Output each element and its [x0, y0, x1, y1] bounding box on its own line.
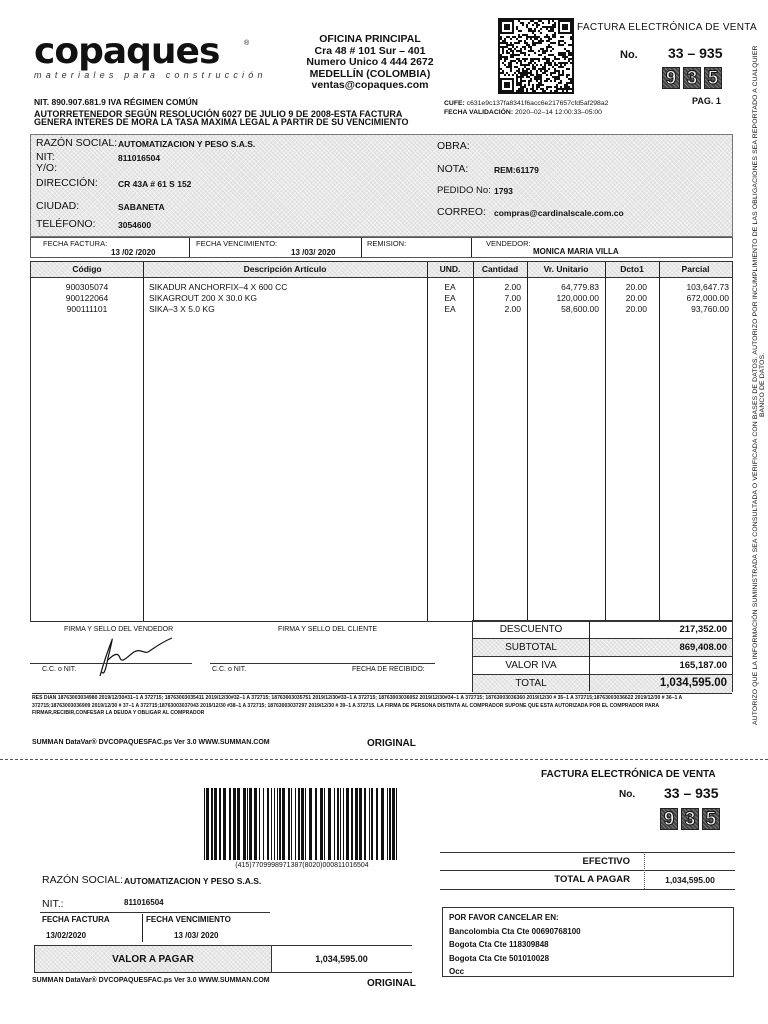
client-right — [437, 140, 727, 236]
ciudad-label: CIUDAD: — [36, 200, 80, 212]
obra-label: OBRA: — [437, 140, 470, 152]
efectivo-label: EFECTIVO — [582, 856, 630, 867]
totals-value: 869,408.00 — [679, 642, 727, 653]
stub-nit-value: 811016504 — [124, 898, 164, 907]
totals-value: 165,187.00 — [679, 660, 727, 671]
table-row — [31, 304, 732, 315]
footer-software: SUMMAN DataVar® DVCOPAQUESFAC.ps Ver 3.0 WWW.SUMMAN.COM — [32, 739, 270, 746]
valor-pagar-box — [34, 945, 412, 973]
barcode-text: (415)7709998971387(8020)000811016504 — [235, 862, 369, 869]
nota-label: NOTA: — [437, 163, 469, 175]
bank-account: Bancolombia Cta Cte 00690768100 — [449, 926, 581, 936]
direccion-value: CR 43A # 61 S 152 — [118, 179, 192, 189]
stub-fecha-venc: 13 /03/ 2020 — [174, 931, 219, 940]
razon-value: AUTOMATIZACION Y PESO S.A.S. — [118, 139, 256, 149]
table-cell: 900305074 — [65, 282, 109, 292]
ciudad-value: SABANETA — [118, 202, 165, 212]
invoice-number-label: No. — [620, 49, 638, 61]
totals-label: VALOR IVA — [505, 660, 557, 671]
bank-account: Bogota Cta Cte 501010028 — [449, 953, 550, 963]
col-descripcion: Descripción Artículo — [243, 264, 327, 274]
stub-digit: 5 — [702, 808, 720, 830]
table-cell: 58,600.00 — [561, 304, 599, 314]
table-cell: EA — [444, 304, 456, 314]
table-cell: 93,760.00 — [691, 304, 729, 314]
table-cell: 103,647.73 — [686, 282, 729, 292]
cc-nit-1: C.C. o NIT. — [42, 666, 77, 673]
fecha-factura-value: 13 /02 /2020 — [111, 248, 156, 257]
registered-mark: ® — [244, 40, 250, 47]
direccion-label: DIRECCIÓN: — [36, 177, 98, 189]
interes-text: GENERA INTERES DE MORA LA TASA MAXIMA LEGAL A PARTIR DE SU VENCIMIENTO — [34, 117, 409, 127]
fecha-recibido-label: FECHA DE RECIBIDO: — [352, 666, 425, 673]
correo-label: CORREO: — [437, 206, 487, 218]
stub-fecha-factura: 13/02/2020 — [46, 931, 87, 940]
totals-row — [473, 621, 732, 639]
col-dcto1: Dcto1 — [620, 264, 644, 274]
autorretenedor-text: AUTORRETENEDOR SEGÚN RESOLUCIÓN 6027 DE JULIO 9 DE 2008-ESTA FACTURA — [34, 109, 403, 119]
company-nit: NIT. 890.907.681.9 IVA RÉGIMEN COMÚN — [34, 97, 198, 107]
items-table — [30, 261, 733, 622]
office-city: MEDELLÍN (COLOMBIA) — [309, 67, 431, 80]
totals-value: 1,034,595.00 — [659, 677, 727, 689]
fecha-venc-label: FECHA VENCIMIENTO: — [196, 239, 278, 248]
razon-label: RAZÓN SOCIAL: — [36, 137, 118, 149]
client-left — [36, 137, 426, 237]
table-cell: 7.00 — [504, 293, 521, 303]
table-cell: 20.00 — [625, 282, 647, 292]
stub-razon-label: RAZÓN SOCIAL: — [42, 874, 124, 886]
valor-pagar-label: VALOR A PAGAR — [112, 954, 194, 965]
bank-account: Occ — [449, 967, 465, 976]
stub-title: FACTURA ELECTRÓNICA DE VENTA — [541, 769, 716, 780]
office-address: Cra 48 # 101 Sur – 401 — [314, 44, 426, 57]
stub-razon-value: AUTOMATIZACION Y PESO S.A.S. — [124, 876, 262, 886]
valor-pagar-value: 1,034,595.00 — [315, 954, 368, 964]
table-cell: 2.00 — [504, 304, 521, 314]
stub-digits — [660, 808, 720, 830]
table-header — [31, 262, 732, 278]
invoice-number: 33 – 935 — [668, 45, 723, 61]
bank-box — [442, 907, 734, 977]
bank-account: Bogota Cta Cte 118309848 — [449, 940, 549, 949]
firma-cliente-label: FIRMA Y SELLO DEL CLIENTE — [278, 626, 378, 633]
validation-label: FECHA VALIDACIÓN: — [444, 109, 514, 116]
office-phone: Numero Unico 4 444 2672 — [306, 56, 434, 68]
signature-area — [30, 622, 472, 690]
stub-fecha-venc-label: FECHA VENCIMIENTO — [146, 915, 231, 924]
totals-row — [473, 639, 732, 657]
telefono-value: 3054600 — [118, 220, 152, 230]
invoice-digit: 9 — [662, 67, 680, 89]
company-logo: copaques — [34, 31, 220, 72]
totals-label: DESCUENTO — [499, 624, 563, 635]
table-cell: EA — [444, 282, 456, 292]
page-number: PAG. 1 — [692, 96, 721, 106]
telefono-label: TELÉFONO: — [36, 218, 96, 230]
totals-label: TOTAL — [515, 678, 547, 689]
table-cell: SIKA–3 X 5.0 KG — [149, 304, 215, 314]
cc-nit-2: C.C. o NIT. — [212, 666, 247, 673]
table-cell: 64,779.83 — [561, 282, 599, 292]
col-codigo: Código — [72, 264, 102, 274]
table-cell: 2.00 — [504, 282, 521, 292]
correo-value: compras@cardinalscale.com.co — [494, 208, 624, 218]
vendor-signature — [90, 632, 180, 682]
stub-footer-software: SUMMAN DataVar® DVCOPAQUESFAC.ps Ver 3.0 WWW.SUMMAN.COM — [32, 977, 270, 984]
fecha-venc-value: 13 /03/ 2020 — [291, 248, 336, 257]
invoice-digits — [662, 67, 722, 89]
side-legal-text: AUTORIZO QUE LA INFORMACIÓN SUMINISTRADA SEA CONSULTADA O VERIFICADA CON BASES DE DATOS. AUTORIZO POR INCUMPLIMIENTO DE LAS OBLIGACIONES SEA REPORTADO A CUALQUIER BANCO DE DATOS. — [752, 45, 766, 725]
table-cell: 20.00 — [625, 293, 647, 303]
totals-label: SUBTOTAL — [505, 642, 557, 653]
barcode — [204, 788, 400, 860]
vendedor-label: VENDEDOR: — [486, 239, 531, 248]
nit-label: NIT: — [36, 151, 55, 163]
stub-fecha-factura-label: FECHA FACTURA — [42, 915, 110, 924]
totals-box — [472, 620, 733, 692]
cufe-value: c631e9c137fa8341f6acc6e217657cfd5af298a2 — [466, 100, 609, 107]
col-parcial: Parcial — [681, 264, 710, 274]
cufe-label: CUFE: — [444, 100, 465, 107]
totals-row — [473, 675, 732, 693]
office-email: ventas@copaques.com — [311, 79, 429, 91]
qr-pattern — [500, 20, 572, 92]
footer-original: ORIGINAL — [367, 738, 416, 749]
col-vr-unitario: Vr. Unitario — [543, 264, 589, 274]
pedido-label: PEDIDO No: — [437, 185, 491, 196]
nota-value: REM:61179 — [494, 165, 539, 175]
cufe-block — [444, 99, 608, 117]
stub-digit: 9 — [660, 808, 678, 830]
col-und: UND. — [439, 264, 461, 274]
table-cell: 120,000.00 — [556, 293, 599, 303]
table-cell: SIKAGROUT 200 X 30.0 KG — [149, 293, 258, 303]
yo-label: Y/O: — [36, 162, 58, 174]
vendedor-value: MONICA MARIA VILLA — [533, 247, 619, 256]
invoice-title: FACTURA ELECTRÓNICA DE VENTA — [577, 22, 757, 33]
stub-footer-original: ORIGINAL — [367, 978, 416, 989]
invoice-digit: 3 — [683, 67, 701, 89]
table-cell: 900111101 — [66, 304, 108, 314]
firma-vendedor-label: FIRMA Y SELLO DEL VENDEDOR — [64, 626, 174, 633]
totals-row — [473, 657, 732, 675]
invoice-digit: 5 — [704, 67, 722, 89]
total-pagar-value: 1,034,595.00 — [665, 875, 715, 885]
pedido-value: 1793 — [494, 186, 513, 196]
payment-summary — [440, 852, 735, 890]
fecha-factura-label: FECHA FACTURA: — [43, 239, 108, 248]
dates-row — [30, 237, 733, 258]
stub-number: 33 – 935 — [664, 785, 719, 801]
table-cell: EA — [444, 293, 456, 303]
validation-date: 2020–02–14 12:00:33–05:00 — [515, 109, 602, 116]
qr-code — [498, 18, 574, 94]
stub-digit: 3 — [681, 808, 699, 830]
company-tagline: materiales para construcción — [34, 70, 267, 80]
nit-value: 811016504 — [118, 153, 161, 163]
remision-label: REMISION: — [367, 239, 407, 248]
table-cell: 900122064 — [65, 293, 109, 303]
total-pagar-label: TOTAL A PAGAR — [554, 874, 630, 885]
table-row — [31, 293, 732, 304]
stub-nit-label: NIT.: — [42, 898, 64, 910]
legal-text — [34, 110, 434, 126]
totals-value: 217,352.00 — [679, 624, 727, 635]
stub-dates — [40, 914, 270, 944]
stub-number-label: No. — [619, 789, 636, 800]
stub-nit-line — [40, 912, 270, 913]
table-cell: SIKADUR ANCHORFIX–4 X 600 CC — [149, 282, 288, 292]
office-block — [290, 34, 450, 92]
resolucion-text: RES DIAN 18763003034980 2019/12/30#31–1 A 372715; 18763003035411 2019/12/30#32–1 A 372715; 18763003035751 2019/12/30#33–1 A 372715; 18763003036052 2019/12/30#34–1 A 372715; 18763003036360 2019/12/30 # 35–1 A 372715;18763003036622 2019/12/30 # 36–1 A 372715;18763003036909 2019/12/30 # 37–1 A 372715;18763003037043 2019/12/30 #38–1 A 372715; 18763003037297 2019/12/30 # 39–1 A 372715. LA FIRMA DE PERSONA DISTINTA AL COMPRADOR SUPONE QUE ESTA AUTORIZADA POR EL COMPRADOR PARA FIRMAR,RECIBIR,CONFESAR LA DEUDA Y OBLIGAR AL COMPRADOR — [32, 693, 732, 718]
col-cantidad: Cantidad — [481, 264, 519, 274]
bank-title: POR FAVOR CANCELAR EN: — [449, 913, 559, 922]
table-cell: 672,000.00 — [686, 293, 729, 303]
office-title: OFICINA PRINCIPAL — [319, 33, 421, 45]
table-row — [31, 282, 732, 293]
table-cell: 20.00 — [625, 304, 647, 314]
perforation-line — [0, 759, 768, 760]
